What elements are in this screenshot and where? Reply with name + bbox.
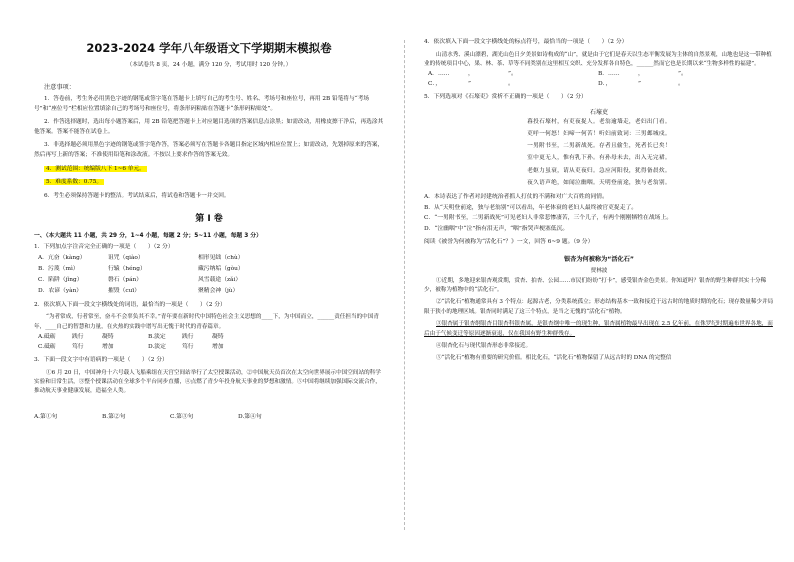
q5-option-c: C．“一男附书至，二男新战死”可见老妇人非常悲惨凄苦，三个儿子，有两个刚刚牺牲在战场上。	[424, 215, 673, 222]
poem-line: 老妪力虽衰，请从吏夜归。急应河阳役，犹得备晨炊。	[527, 167, 671, 174]
highlighted-difficulty: 5．难度系数：0.75。	[46, 179, 103, 186]
q2-option: 践行	[72, 334, 84, 341]
q4-option: B．……	[598, 71, 620, 78]
part-title: 第 I 卷	[195, 214, 223, 225]
exam-subtitle: （本试卷共 8 页，24 小题，满分 120 分，考试用时 120 分钟。）	[126, 62, 292, 68]
question-4-options-row-1	[428, 69, 774, 79]
underlined-text: ③银杏属于银杏纲银杏目银杏科银杏属，是银杏纲中唯一的现生种，银杏属植物最早出现在 2.5 亿年前，在侏罗纪时期遍布世界各地，而后由于气候变迁等原因逐渐衰退，仅在我国有野生种群残存。	[424, 321, 773, 337]
q4-option: ”	[638, 81, 641, 88]
q2-option: B.淡定	[148, 334, 166, 341]
question-5-stem: 5．下列选项对《石壕吏》赏析不正确的一项是（ ）（2 分）	[424, 94, 587, 101]
q1-option: 藏污纳垢（gòu）	[198, 265, 244, 272]
question-3-stem: 3．下面一段文字中有语病的一项是（ ）（2 分）	[34, 357, 168, 364]
q5-option-d: D．“泣幽咽”中“泣”指有泪无声，“咽”指哭声梗塞低沉。	[424, 225, 569, 232]
question-4-passage: 山清水秀、溪山漂碧，湖光山色日夕美景如诗构成的“山”，就是由于它们是春天以生态平衡发展为主体的自然景观，山地也是这一带种植业的传统项目中心，果、林、茶、草等不同类别在这里相互交织、充分发挥各自特色，______然而它也是长期以来“生物多样性的福建”。	[424, 51, 772, 67]
q3-choice-b: B.第②句	[102, 413, 126, 420]
q1-option: A．亢奋（kàng）	[38, 254, 86, 261]
poem-line: 夜久语声绝，如闻泣幽咽。天明登前途，独与老翁别。	[527, 179, 671, 186]
notice-item-2: 2．作答选择题时，选出每小题答案后，用 2B 铅笔把答题卡上对应题目选项的答案信息点涂黑；如需改动，用橡皮擦干净后，再选涂其他答案。答案不能答在试卷上。	[34, 119, 384, 135]
question-2-stem: 2．依次填入下面一段文字横线处的词语，最恰当的一项是（ ）（2 分）	[34, 301, 226, 308]
q4-option: C．，	[428, 81, 442, 88]
q1-option: D．农谚（yàn）	[38, 287, 83, 294]
notice-item-1: 1．答卷前，考生务必用黑色字迹的钢笔或签字笔在答题卡上填写自己的考生号、姓名、考场号和座位号，再用 2B 铅笔将与“考场号”和“座位号”栏相应位置填涂自己的考场号和座位号，将条形码粘贴在答题卡“条形码粘贴处”。	[34, 96, 370, 112]
article-title: 银杏为何被称为“活化石”	[563, 255, 634, 263]
q4-option: ，	[468, 71, 474, 78]
q2-option: D.淡定	[148, 344, 166, 351]
q1-option: 磐石（pán）	[108, 276, 143, 283]
q4-option: 。	[508, 81, 514, 88]
q3-choice-a: A.第①句	[34, 413, 58, 420]
q1-option: B．污蔑（mì）	[38, 265, 79, 272]
notice-item-6: 6．考生必须保持答题卡的整洁。考试结束后，将试卷和答题卡一并交回。	[44, 192, 230, 199]
poem-line: 暮投石壕村，有吏夜捉人。老翁逾墙走，老妇出门看。	[527, 118, 671, 125]
q2-option: 凝铸	[102, 334, 114, 341]
poem-title: 石壕吏	[589, 108, 608, 116]
q2-option: 笃行	[182, 344, 194, 351]
q1-option: C．陷阱（jǐng）	[38, 276, 83, 283]
poem-line: 一男附书至，二男新战死。存者且偷生，死者长已矣！	[527, 143, 671, 150]
q1-option: 诅咒（qiào）	[108, 254, 144, 261]
left-column	[34, 40, 384, 420]
q5-option-b: B．从“天明登前途，独与老翁别”可以看出，年老体衰的老妇人最终被官吏捉走了。	[424, 204, 638, 211]
article-paragraph-5: ⑤“活化石”植物有重要的研究价值。相比化石，“活化石”植物保留了从远古时的 DNA 的完整信	[436, 355, 672, 362]
question-4-options-row-2	[428, 79, 774, 89]
q3-choice-c: C.第③句	[170, 413, 194, 420]
q4-option: A．……	[428, 71, 450, 78]
question-3-passage: ①6 月 20 日，中国神舟十六号载人飞船乘组在天宫空间站举行了太空授课活动，②中国航天员首次在太空向世界展示中国空间站的科学实验和日常生活，③整个授课活动在全球多个平台同步直播，④点燃了青少年投身航天事业的梦想和激情。⑤中国将继续加强国际交流合作，推动航天事业健康发展，造福全人类。	[34, 369, 381, 395]
article-paragraph-2: ②“活化石”植物通常具有 3 个特点：起源古老，分类系统孤立；形态结构基本一致和接近于远古时的地质时期的化石；现存数量稀少并局限于狭小的地理区域。银杏同时满足了这三个特点，是当之无愧的“活化石”植物。	[424, 299, 774, 315]
q2-option: 践行	[182, 334, 194, 341]
question-1-options	[38, 253, 384, 297]
q2-option: 增加	[212, 344, 224, 351]
question-3-choices	[34, 411, 384, 420]
poem-line: 室中更无人，惟有乳下孙。有孙母未去，出入无完裙。	[527, 155, 671, 162]
q4-option: 。	[678, 81, 684, 88]
question-2-options-row-2	[38, 342, 384, 352]
article-author: 贾林波	[590, 267, 608, 274]
right-column	[424, 38, 774, 364]
notice-item-5	[34, 178, 384, 188]
q3-choice-d: D.第④句	[238, 413, 262, 420]
question-2-options-row-1	[38, 332, 384, 342]
article-paragraph-4: ④银杏化石与现代银杏形态非常接近。	[436, 342, 532, 349]
q1-option: 相形见绌（chù）	[198, 254, 244, 261]
reading-intro: 阅读《被誉为何被称为“活化石”？》一文，回答 6~9 题。（9 分）	[424, 239, 594, 246]
q4-option: ”	[468, 81, 471, 88]
section-heading: 一、（本大题共 11 小题，共 29 分，1~4 小题，每题 2 分；5~11 小题，每题 3 分）	[34, 233, 262, 240]
notice-item-3: 3．非选择题必须用黑色字迹的钢笔或签字笔作答，答案必须写在答题卡各题目指定区域内相应位置上；如需改动，先划掉原来的答案，然后再写上新的答案；不准使用铅笔和涂改液。不按以上要求作答的答案无效。	[34, 142, 384, 158]
question-1-stem: 1．下列加点字注音完全正确的一项是（ ）（2 分）	[34, 244, 174, 251]
q2-option: 凝铸	[212, 334, 224, 341]
column-divider	[404, 40, 405, 530]
q1-option: 行辕（héng）	[108, 265, 146, 272]
poem-line: 吏呼一何怒！妇啼一何苦！听妇前致词：三男邺城戍。	[527, 131, 671, 138]
q1-option: 摧毁（cuī）	[108, 287, 141, 294]
q1-option: 风雪载途（zǎi）	[198, 276, 242, 283]
q4-option: D．，	[598, 81, 612, 88]
exam-title: 2023-2024 学年八年级语文下学期期末模拟卷	[86, 41, 332, 55]
q4-option: ”。	[508, 71, 517, 78]
article-paragraph-1: ①近期，多地迎来银杏观赏期，赏杏、拍杏、公园……市民们纷纷“打卡”，感受银杏金色美景。你知道吗？银杏的野生种群其实十分稀少，被称为植物中的“活化石”。	[424, 277, 767, 293]
q1-option: 聚精会神（jù）	[198, 287, 239, 294]
q2-option: C.砥砺	[38, 344, 56, 351]
notice-heading: 注意事项：	[44, 84, 75, 91]
article-paragraph-3	[424, 320, 774, 339]
q4-option: ”。	[678, 71, 687, 78]
q2-option: 笃行	[72, 344, 84, 351]
q4-option: ，	[638, 71, 644, 78]
notice-item-4	[34, 165, 384, 175]
q2-option: A.砥砺	[38, 334, 56, 341]
question-2-passage: “为者常成，行者常至，奋斗不会辜负其不幸。”青年要在新时代中国特色社会主义思想的____下，为中国而立，______责任担当的中国青年，____自己的智慧和力量，在火热的实践中谱写出无愧于时代的青春篇章。	[34, 314, 379, 330]
q5-option-a: A．本诗表达了作者对封建统治者抓人打仗的不满和对广大百姓的同情。	[424, 194, 608, 201]
highlighted-scope: 4．测试范围：统编版八下 1~6 单元。	[46, 165, 145, 172]
question-4-stem: 4．依次填入下面一段文字横线处的标点符号，最恰当的一项是（ ）（2 分）	[424, 39, 628, 45]
q2-option: 增加	[102, 344, 114, 351]
